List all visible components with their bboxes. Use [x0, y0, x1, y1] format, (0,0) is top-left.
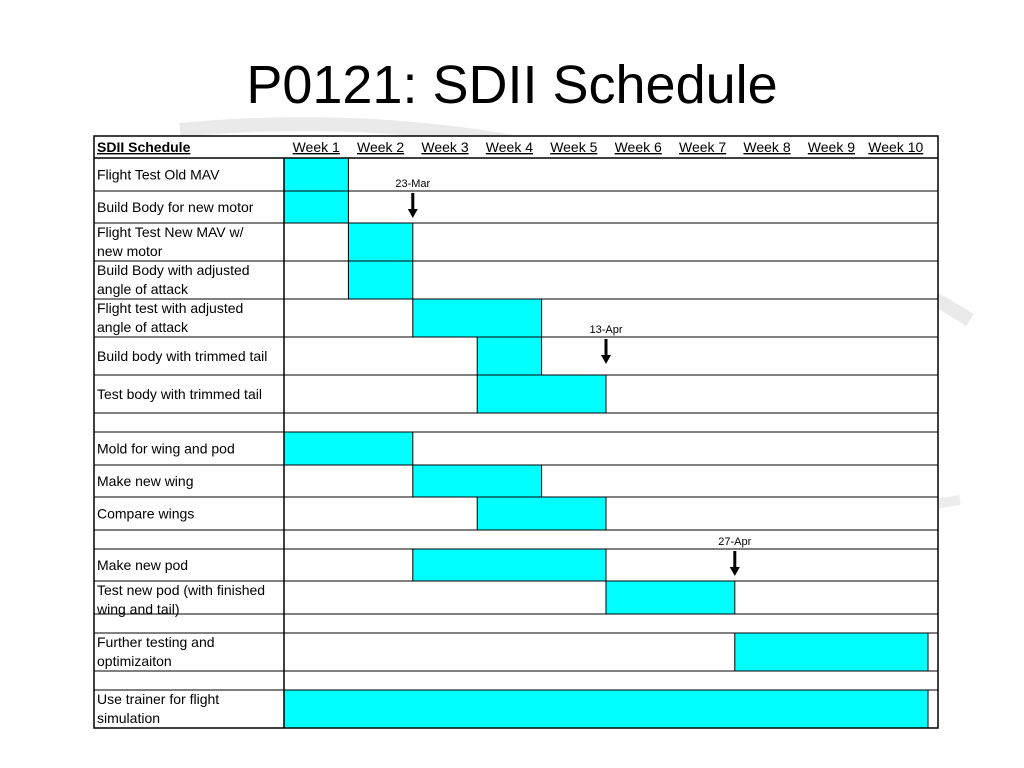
- gantt-bar: [606, 581, 735, 614]
- task-label: Test new pod (with finished: [97, 582, 266, 598]
- gantt-bar: [284, 191, 348, 223]
- task-label: simulation: [97, 710, 161, 726]
- week-header: Week 5: [550, 139, 598, 155]
- task-label: Further testing and: [97, 634, 215, 650]
- task-label: Make new pod: [97, 557, 189, 573]
- task-label: Build Body with adjusted: [97, 262, 250, 278]
- milestone-date-label: 23-Mar: [395, 178, 431, 190]
- week-header: Week 3: [421, 139, 469, 155]
- week-header: Week 1: [292, 139, 340, 155]
- task-label: angle of attack: [97, 281, 189, 297]
- gantt-bar: [413, 299, 542, 337]
- gantt-bar: [735, 633, 928, 671]
- header-label: SDII Schedule: [97, 139, 191, 155]
- gantt-bar: [477, 337, 541, 375]
- task-label: Flight Test Old MAV: [97, 166, 220, 183]
- milestone-date-label: 27-Apr: [718, 536, 752, 548]
- task-label: Flight test with adjusted: [97, 300, 244, 316]
- week-header: Week 10: [868, 139, 924, 155]
- task-label: wing and tail): [97, 601, 180, 617]
- gantt-bar: [284, 690, 928, 728]
- gantt-bar: [284, 158, 348, 191]
- week-header: Week 8: [743, 139, 791, 155]
- task-label: Build Body for new motor: [97, 199, 254, 215]
- week-header: Week 2: [356, 139, 405, 155]
- gantt-bar: [477, 375, 606, 413]
- gantt-bar: [413, 465, 542, 497]
- slide-title: P0121: SDII Schedule: [246, 55, 778, 115]
- task-label: Build body with trimmed tail: [97, 348, 268, 364]
- task-label: Compare wings: [97, 505, 195, 522]
- gantt-bar: [413, 549, 606, 581]
- gantt-bar: [348, 223, 412, 261]
- milestone-date-label: 13-Apr: [589, 324, 623, 336]
- task-label: Use trainer for flight: [97, 691, 220, 707]
- task-label: Mold for wing and pod: [97, 440, 235, 457]
- task-label: Make new wing: [97, 473, 194, 489]
- week-header: Week 4: [485, 139, 534, 155]
- week-header: Week 6: [614, 139, 662, 155]
- week-header: Week 9: [807, 139, 856, 155]
- gantt-bar: [477, 497, 606, 530]
- task-label: Flight Test New MAV w/: [97, 224, 244, 240]
- task-label: optimizaiton: [97, 653, 172, 669]
- task-label: angle of attack: [97, 319, 189, 335]
- gantt-bar: [284, 432, 413, 465]
- gantt-bar: [348, 261, 412, 299]
- task-label: Test body with trimmed tail: [97, 386, 262, 402]
- week-header: Week 7: [678, 139, 727, 155]
- task-label: new motor: [97, 243, 163, 259]
